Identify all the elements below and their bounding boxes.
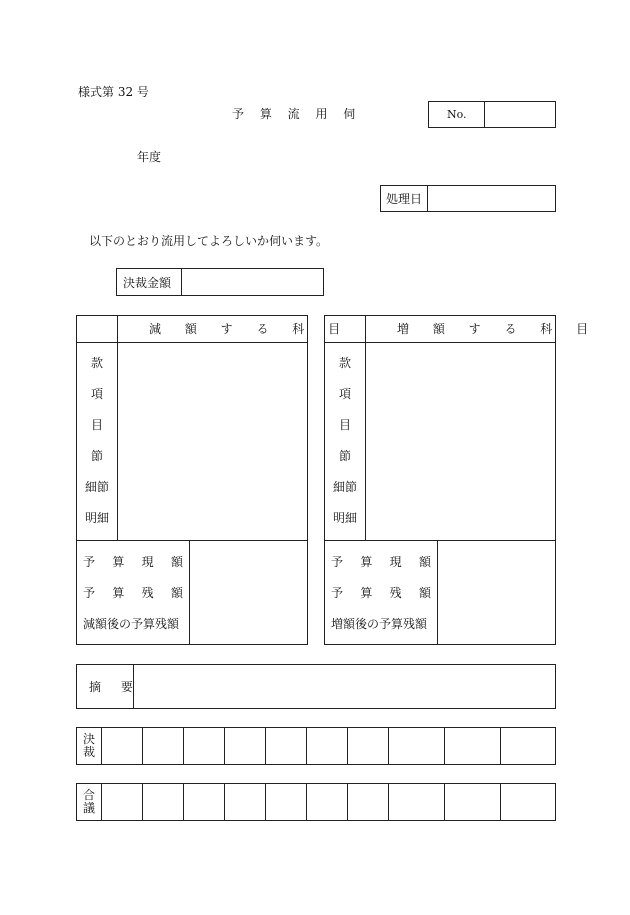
form-number: 様式第 32 号: [78, 85, 149, 99]
increase-category-meisai: 明細: [333, 511, 358, 525]
approval-label-bottom: 裁: [83, 745, 96, 759]
increase-budget-remaining-label: 予 算 残 額: [331, 586, 431, 600]
processing-date-divider: [427, 186, 428, 211]
approval-label-top: 決: [83, 732, 96, 746]
fiscal-year-label: 年度: [137, 150, 162, 164]
decrease-label-divider: [117, 316, 118, 540]
increase-category-saisetsu: 細節: [333, 480, 358, 494]
increase-category-setsu: 節: [339, 449, 352, 463]
number-field[interactable]: [486, 102, 554, 127]
decrease-category-kou: 項: [91, 387, 104, 401]
number-divider: [484, 102, 485, 127]
request-text: 以下のとおり流用してよろしいか伺います。: [89, 234, 329, 248]
decrease-budget-rule: [77, 540, 307, 541]
decrease-budget-current-label: 予 算 現 額: [83, 555, 183, 569]
increase-budget-current-label: 予 算 現 額: [331, 555, 431, 569]
increase-category-moku: 目: [339, 418, 352, 432]
decrease-category-setsu: 節: [91, 449, 104, 463]
increase-budget-rule: [325, 540, 555, 541]
approval-row: [76, 727, 556, 765]
approved-amount-field[interactable]: [183, 269, 323, 295]
decrease-category-moku: 目: [91, 418, 104, 432]
decrease-budget-divider: [189, 540, 190, 644]
decrease-header-rule: [77, 342, 307, 343]
summary-label: 摘 要: [89, 680, 141, 694]
increase-account-field[interactable]: [367, 344, 555, 539]
decrease-category-meisai: 明細: [85, 511, 110, 525]
increase-budget-after-label: 増額後の予算残額: [331, 617, 428, 631]
decrease-budget-after-label: 減額後の予算残額: [83, 617, 180, 631]
decrease-category-kan: 款: [91, 356, 104, 370]
increase-budget-divider: [437, 540, 438, 644]
consultation-label-top: 合: [83, 788, 96, 802]
summary-box: [76, 664, 556, 709]
number-box: [428, 101, 556, 128]
approved-amount-box: [116, 268, 324, 296]
increase-category-kou: 項: [339, 387, 352, 401]
increase-header-rule: [325, 342, 555, 343]
increase-panel: [324, 315, 599, 645]
decrease-budget-field[interactable]: [191, 542, 307, 644]
consultation-row: [76, 783, 556, 821]
consultation-label-bottom: 議: [83, 801, 96, 815]
increase-panel-header: 増 額 す る 科 目: [397, 322, 599, 336]
processing-date-field[interactable]: [429, 186, 555, 211]
increase-budget-field[interactable]: [439, 542, 555, 644]
decrease-budget-remaining-label: 予 算 残 額: [83, 586, 183, 600]
processing-date-label: 処理日: [386, 192, 423, 206]
approved-amount-label: 決裁金額: [123, 276, 172, 290]
approval-row-label: [83, 733, 95, 759]
approved-amount-divider: [181, 269, 182, 295]
approval-stamp-cells[interactable]: [102, 728, 555, 764]
decrease-panel: [76, 315, 351, 645]
summary-field[interactable]: [135, 665, 555, 708]
decrease-category-saisetsu: 細節: [85, 480, 110, 494]
number-label: No.: [447, 108, 467, 121]
consultation-stamp-cells[interactable]: [102, 784, 555, 820]
decrease-account-field[interactable]: [119, 344, 307, 539]
processing-date-box: [380, 185, 556, 212]
decrease-panel-header: 減 額 す る 科 目: [149, 322, 351, 336]
consultation-row-label: [83, 789, 95, 815]
form-title: 予 算 流 用 伺: [232, 107, 362, 121]
increase-label-divider: [365, 316, 366, 540]
increase-category-kan: 款: [339, 356, 352, 370]
